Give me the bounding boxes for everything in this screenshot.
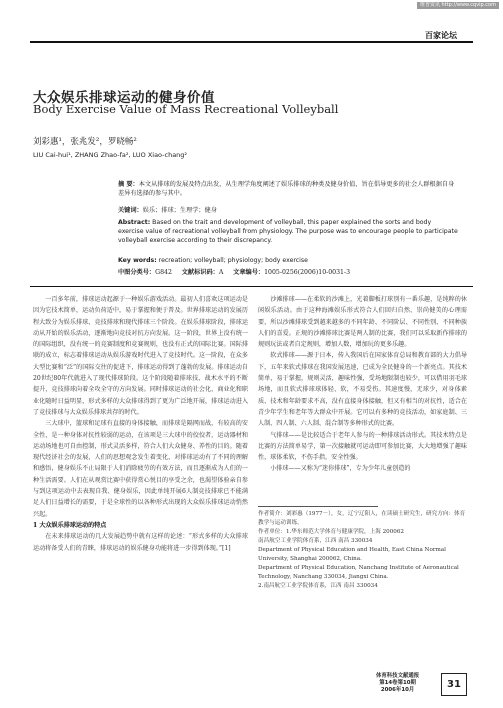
clc-label: 中图分类号： bbox=[118, 269, 156, 276]
footnote-affil-en-1: Department of Physical Education and Health, East China Normal University, Shanghai 200062, China. bbox=[258, 546, 446, 563]
header-rule bbox=[30, 41, 473, 43]
journal-footer bbox=[376, 673, 419, 695]
footnote-author: 作者简介：刘彩惠（1977－），女，辽宁辽阳人，在读硕士研究生，研究方向：体育教学与运动训练。 bbox=[258, 510, 466, 526]
body-paragraph: 小排球——又称为“迷你排球”，专为少年儿童创造的 bbox=[270, 465, 411, 473]
article-no-value: 1005-0256(2006)10-0031-3 bbox=[264, 269, 351, 276]
title-english: Body Exercise Value of Mass Recreational Volleyball bbox=[33, 102, 339, 116]
body-paragraph: 沙滩排球——在柔软的沙滩上，光着脚板打球别有一番乐趣，是纯粹的休闲娱乐活动。由于这种海滩娱乐形式符合人们回归自然、崇尚健美的心理需要，所以沙滩排球受到越来越多的不同年龄、不同阶层、不同性别、不同种族人们的喜爱。正规的沙滩排球比赛是两人制的比赛，我们可以采取新作排球的规则玩法或者自定规则，增加人数，增加玩的更多乐趣。 bbox=[258, 296, 467, 349]
doc-code-value: A bbox=[218, 269, 224, 276]
body-paragraph: 三大球中，篮球和足球有直接的身体接触，而排球是隔网而战，有较高的安全性，是一种身体对抗性较弱的运动，在该项是三大球中的佼佼者，运动器材和运动场地也可自由控制，形式灵活多样，符合人们大众健身、养性的目的。随着现代经济社会的发展，人们的思想观念发生着变化，对排球运动有了不同的理解和感悟，健身娱乐不止局限于人们消除疲劳的有效方法，而且逐渐成为人们的一种生活需要。人们在从观赏比赛中获得赏心悦目的享受之余，也渴望体验亲自参与到这项运动中去表现自我、健身娱乐，因此单纯开展6人制竞技排球已不能满足人们日益增长的需要，于是全球性的以各种形式出现的大众娱乐排球运动悄然兴起。 bbox=[33, 420, 248, 518]
page-number: 31 bbox=[441, 673, 467, 696]
footnote-affil-1b: 南昌航空工业学院体育系，江西 南昌 330034 bbox=[258, 537, 373, 544]
abstract-cn-label: 摘 要： bbox=[118, 181, 139, 188]
article-no-label: 文章编号： bbox=[233, 269, 265, 276]
title-chinese: 大众娱乐排球运动的健身价值 bbox=[33, 90, 215, 106]
footnotes bbox=[258, 506, 467, 591]
body-paragraph: 一百多年前，排球运动起源于一种娱乐游戏活动。最初人们喜欢这项运动是因为它技术简单，运动负荷适中，易于掌握和便于普及。世界排球运动的发展历程大致分为娱乐排球、竞技排球和现代排球三个阶段。在娱乐排球阶段，排球运动从开始的娱乐活动，逐渐地向竞技对抗方向发展。这一阶段，世界上没有统一的国际组织，没有统一的竞赛制度和竞赛规则，也没有正式的国际比赛。国际排联的成立，标志着排球运动从娱乐游戏时代进入了竞技时代。这一阶段，在众多大型比赛和“泛”的国际交往的促进下，排球运动得到了蓬勃的发展。排球运动自20世纪80年代就进入了现代排球阶段。这个阶段随着排球技、战术水平的不断提升，竞技排球向着全攻全守的方向发展。同时排球运动的社会化、商业化和职业化随时日益明显，形式多样的大众排球得到了更为广泛地开展，排球运动进入了竞技排球与大众娱乐排球共存的时代。 bbox=[33, 296, 248, 416]
abstract-cn-text: 本文从排球的发展及特点出发，从生理学角度阐述了娱乐排球的种类及健身价值，旨在倡导更多的社会人群根据自身差异有选择的参与其中。 bbox=[118, 181, 455, 198]
keywords-en-label: Key words: bbox=[118, 257, 157, 264]
journal-name: 体育科技文献通报 bbox=[376, 673, 420, 679]
body-left-column bbox=[33, 294, 248, 664]
abstract-en-label: Abstract: bbox=[118, 219, 151, 226]
body-right-column bbox=[258, 294, 467, 501]
classification-line bbox=[118, 268, 458, 277]
keywords-cn bbox=[118, 206, 458, 215]
column-tag: 百家论坛 bbox=[425, 31, 457, 40]
body-paragraph: 气排球——是比较适合于老年人参与的一种排球活动形式。其技术特点是比赛的方法简单易学，第一次接触就可运动即可参加比赛，大大地增强了趣味性，球体柔软，不伤手指，安全性强。 bbox=[258, 431, 467, 462]
footnote-affil-1: 作者单位：1.华东师范大学体育与健康学院，上海 200062 bbox=[258, 528, 404, 535]
footnote-affil-2: 2.南昌航空工业学院体育系，江西 南昌 330034 bbox=[258, 583, 378, 590]
clc-value: G842 bbox=[155, 269, 172, 276]
journal-volume: 第14卷第10期 bbox=[379, 680, 416, 687]
keywords-cn-label: 关键词： bbox=[118, 207, 143, 214]
abstract-cn bbox=[118, 180, 458, 198]
doc-code-label: 文献标识码： bbox=[181, 269, 219, 276]
footnote-separator bbox=[258, 506, 378, 507]
section-heading: 1 大众娱乐排球运动的特点 bbox=[33, 521, 107, 529]
authors-english: LIU Cai-hui¹, ZHANG Zhao-fa², LUO Xiao-chang² bbox=[33, 151, 188, 159]
authors-chinese: 刘彩惠¹，张兆发²，罗晓畅² bbox=[33, 137, 137, 147]
journal-date: 2006年10月 bbox=[380, 687, 415, 694]
keywords-en-text: recreation; volleyball; physiology; body exercise bbox=[158, 257, 308, 264]
abstract-rule bbox=[30, 286, 473, 287]
body-paragraph: 在未来排球运动的几大发展趋势中就有这样的论述：“形式多样的大众排球运动将备受人们的青睐，排球运动的娱乐健身功能将进一步得到体现。”[1] bbox=[33, 533, 248, 552]
source-watermark: 维普资讯 http://www.cqvip.com bbox=[417, 2, 499, 9]
abstract-en-text: Based on the trait and development of volleyball, this paper explained the sorts and body exercise value of recreational volleyball from physiology. The purpose was to encourage people to participate volleyball exercise according to their discrepancy. bbox=[118, 219, 458, 245]
keywords-en bbox=[118, 256, 458, 265]
keywords-cn-text: 娱乐；排球；生理学；健身 bbox=[142, 207, 217, 214]
footnote-affil-en-2: Department of Physical Education, Nanchang Institute of Aeronautical Technology, Nanchang 330034, Jiangxi China. bbox=[258, 565, 459, 581]
abstract-en bbox=[118, 218, 458, 246]
body-paragraph: 软式排球——源于日本，传入我国后在国家体育总局和教育部的大力倡导下，五年来软式排球在我国发展迅速，已成为全民健身的一个新亮点。其技术简单，易于掌握，规则灵活，趣味性强，受场地限制也较少，可以借用羽毛球场地，而且软式排球球体轻、软，不易受伤。其速度慢，无球少，对身体素质、技术和年龄要求不高，没有直接身体接触，但又有相当的对抗性，适合在青少年学生和老年等大群众中开展。它可以有多种的竞技活动，如家庭制、三人制、四人制、六人制、混合制等多种形式的比赛。 bbox=[258, 352, 467, 428]
